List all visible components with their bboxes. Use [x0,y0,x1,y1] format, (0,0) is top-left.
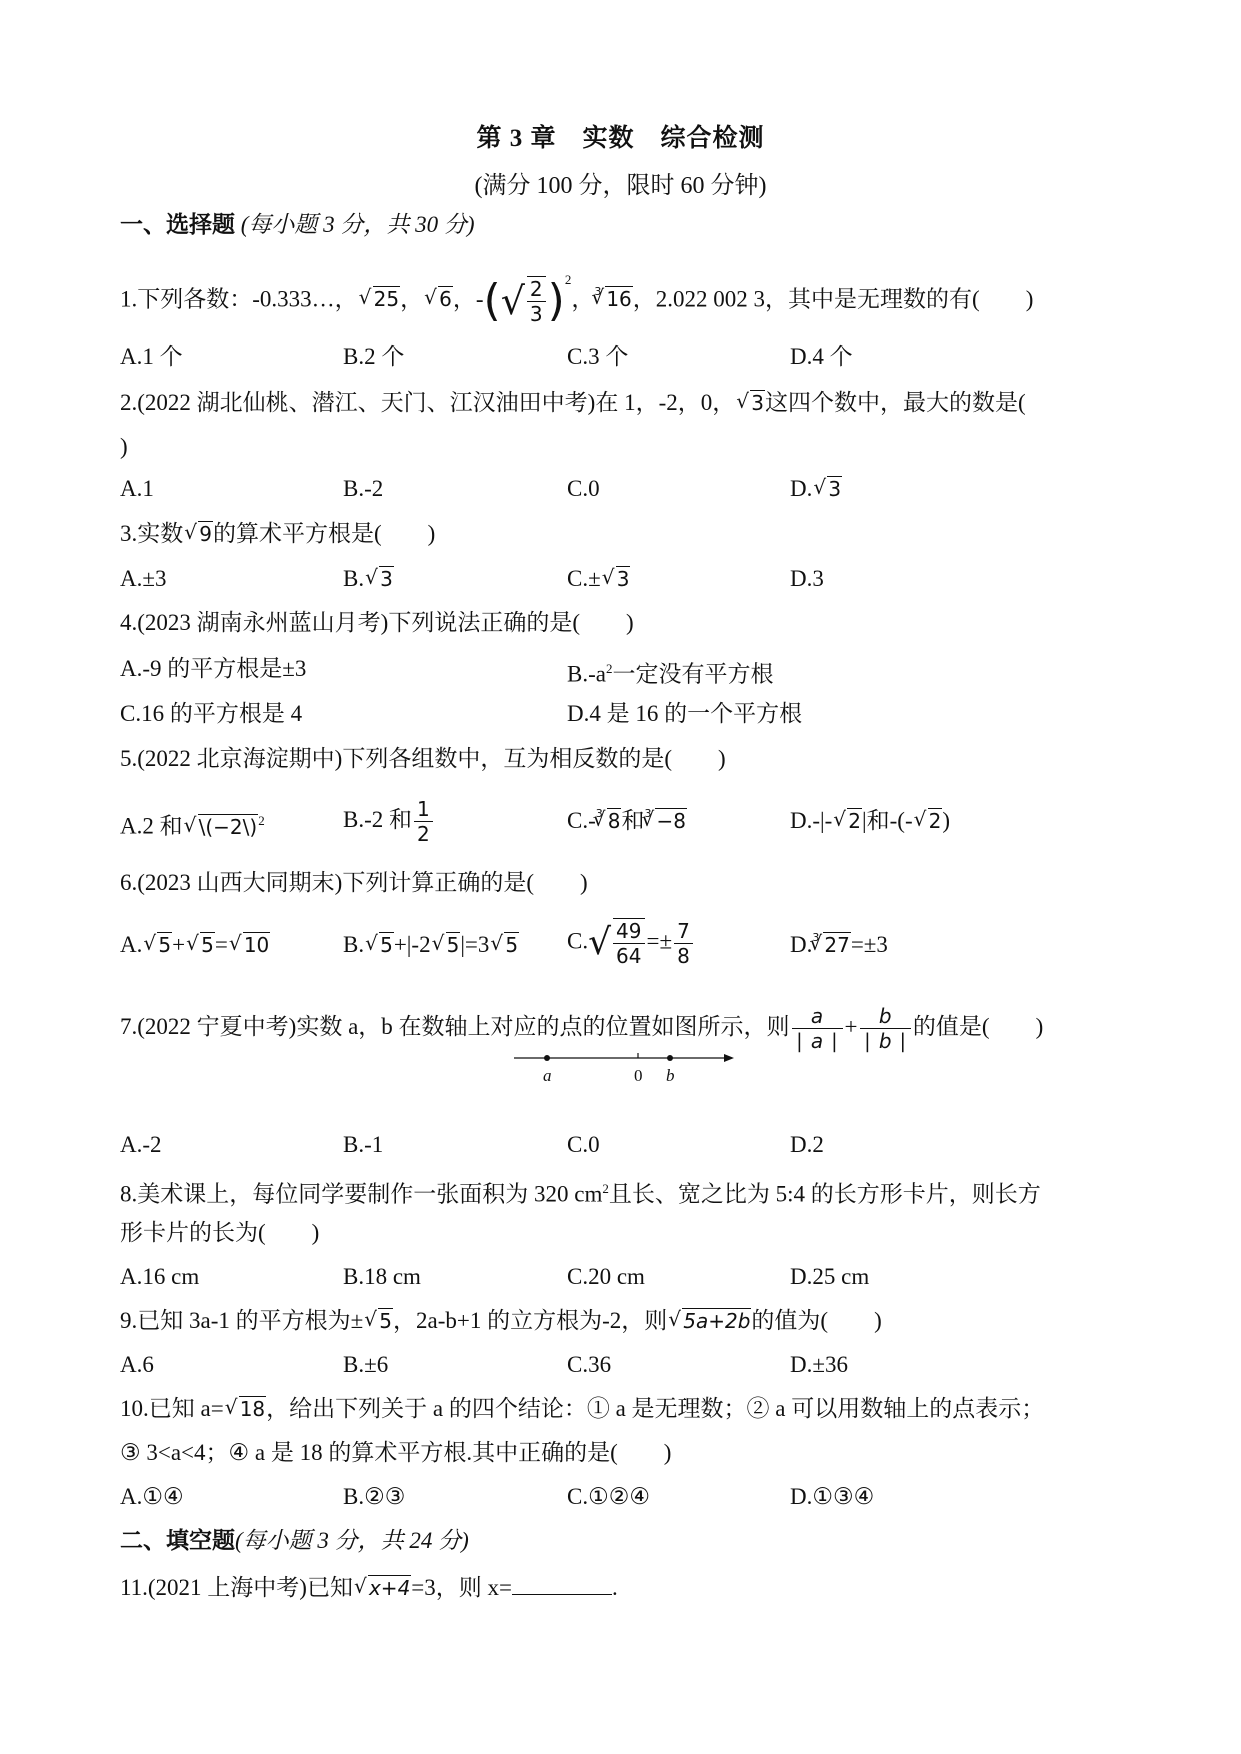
question-10-stem: 10.已知 a=√ 18，给出下列关于 a 的四个结论：① a 是无理数；② a 可以用数轴上的点表示； [120,1394,1044,1424]
q8-option-d[interactable]: D.25 cm [790,1264,870,1289]
q2-option-a[interactable]: A.1 [120,476,154,501]
q5-option-d[interactable]: D.-|-√ 2|和-(-√ 2) [790,806,950,836]
q1-prefix: 1.下列各数：-0.333…， [120,286,358,312]
q8-option-c[interactable]: C.20 cm [567,1264,645,1289]
number-line-figure [510,1050,740,1090]
q1-option-b[interactable]: B.2 个 [343,344,405,369]
question-4-stem: 4.(2023 湖南永州蓝山月考)下列说法正确的是( ) [120,610,634,635]
q7-option-d[interactable]: D.2 [790,1132,824,1157]
q3-option-d[interactable]: D.3 [790,566,824,591]
sqrt-two-thirds: √ $\frac{2}{3}$ [501,276,548,326]
q4-option-d[interactable]: D.4 是 16 的一个平方根 [567,701,803,726]
question-8-stem: 8.美术课上，每位同学要制作一张面积为 320 $cm^2$且长、宽之比为 5:4 的长方形卡片，则长方 [120,1181,1041,1207]
q1-option-a[interactable]: A.1 个 [120,344,183,369]
q6-option-d[interactable]: D.$^3$√ 27=±3 [790,930,888,964]
q5-option-b[interactable]: B.-2 和 $\frac{1}{2}$ [343,797,435,846]
paren-right: ) [547,275,565,326]
q1-neg: - [475,286,484,312]
question-7-stem: 7.(2022 宁夏中考)实数 a，b 在数轴上对应的点的位置如图所示，则 $\frac{a}{∣ a ∣}$ + $\frac{b}{∣ b ∣}$ 的值是( ) [120,1004,1044,1053]
q9-option-c[interactable]: C.36 [567,1352,612,1377]
fraction-a-over-abs-a: $\frac{a}{∣ a ∣}$ [792,1004,843,1053]
q5-option-a[interactable]: A.2 和√ \(−2\)$^2$ [120,806,265,842]
answer-blank[interactable] [512,1572,612,1595]
q7-option-a[interactable]: A.-2 [120,1132,162,1157]
q6-option-a[interactable]: A.√ 5+√ 5=√ 10 [120,930,270,960]
q4-option-b[interactable]: $B.-a^2$一定没有平方根 [567,661,774,687]
q10-option-a[interactable]: A.①④ [120,1484,184,1509]
q1-option-d[interactable]: D.4 个 [790,344,853,369]
q7-option-b[interactable]: B.-1 [343,1132,384,1157]
fraction-b-over-abs-b: $\frac{b}{∣ b ∣}$ [860,1004,911,1053]
q10-option-b[interactable]: B.②③ [343,1484,406,1509]
q4-option-c[interactable]: C.16 的平方根是 4 [120,701,303,726]
sqrt-25: √ 25 [359,284,400,314]
question-2-stem-line2: ) [120,434,128,459]
q3-option-c[interactable]: C.±√ 3 [567,564,630,594]
sqrt-6: √ 6 [424,284,453,314]
question-1-stem: 1.下列各数：-0.333…，√ 25，√ 6，-(√ $\frac{2}{3}$ )$^2$，$^3$√ 16，2.022 002 3，其中是无理数的有( ) [120,276,1033,326]
q3-option-b[interactable]: B.√ 3 [343,564,394,594]
arrow-icon [724,1054,734,1062]
q1-suffix: ，2.022 002 3，其中是无理数的有( ) [632,286,1034,312]
question-11-stem: 11.(2021 上海中考)已知√ x+4=3，则 x= . [120,1572,618,1603]
q7-option-c[interactable]: C.0 [567,1132,600,1157]
label-a: a [543,1066,552,1085]
section-title: 二、填空题 [120,1528,235,1553]
q2-option-b[interactable]: B.-2 [343,476,384,501]
q3-option-a[interactable]: A.±3 [120,566,167,591]
question-6-stem: 6.(2023 山西大同期末)下列计算正确的是( ) [120,870,588,895]
q8-option-a[interactable]: A.16 cm [120,1264,200,1289]
section-heading-choice [120,210,475,240]
section-note: (每小题 3 分，共 30 分) [240,212,475,237]
q2-option-d[interactable]: D.√ 3 [790,474,842,504]
section-heading-fill [120,1526,469,1556]
question-8-stem-line2: 形卡片的长为( ) [120,1220,320,1245]
sqrt-3: √ 3 [736,388,765,418]
question-10-stem-line2: ③ 3<a<4；④ a 是 18 的算术平方根.其中正确的是( ) [120,1440,672,1465]
question-3-stem: 3.实数√ 9的算术平方根是( ) [120,519,435,549]
q6-option-c[interactable]: C.√ $\frac{49}{64}$ =± $\frac{7}{8}$ [567,918,695,968]
sqrt-9: √ 9 [184,519,213,549]
q10-option-c[interactable]: C.①②④ [567,1484,650,1509]
section-title: 一、选择题 [120,212,235,237]
q9-option-a[interactable]: A.6 [120,1352,154,1377]
q8-option-b[interactable]: B.18 cm [343,1264,421,1289]
q1-option-c[interactable]: C.3 个 [567,344,629,369]
question-2-stem: 2.(2022 湖北仙桃、潜江、天门、江汉油田中考)在 1，-2，0，√ 3这四个数中，最大的数是( [120,388,1026,418]
page-subtitle: (满分 100 分，限时 60 分钟) [474,173,767,199]
page-title: 第 3 章 实数 综合检测 [476,125,765,152]
q9-option-d[interactable]: D.±36 [790,1352,848,1377]
label-zero: 0 [634,1066,643,1085]
point-b [667,1055,673,1061]
q10-option-d[interactable]: D.①③④ [790,1484,875,1509]
q2-option-c[interactable]: C.0 [567,476,600,501]
q4-option-a[interactable]: A.-9 的平方根是±3 [120,656,307,681]
label-b: b [666,1066,675,1085]
paren-left: ( [483,275,501,326]
cbrt-16: √ 16 [591,284,632,314]
cube-root-index: 3 [594,285,602,299]
q5-option-c[interactable]: C.-$^3$√ 8和$^3$√ −8 [567,806,687,840]
point-a [544,1055,550,1061]
q9-option-b[interactable]: B.±6 [343,1352,389,1377]
question-5-stem: 5.(2022 北京海淀期中)下列各组数中，互为相反数的是( ) [120,746,726,771]
question-9-stem: 9.已知 3a-1 的平方根为±√ 5，2a-b+1 的立方根为-2，则√ 5a+2b的值为( ) [120,1306,882,1336]
section-note: (每小题 3 分，共 24 分) [235,1528,469,1553]
power-2: 2 [564,271,572,287]
q6-option-b[interactable]: B.√ 5+|-2√ 5|=3√ 5 [343,930,519,960]
